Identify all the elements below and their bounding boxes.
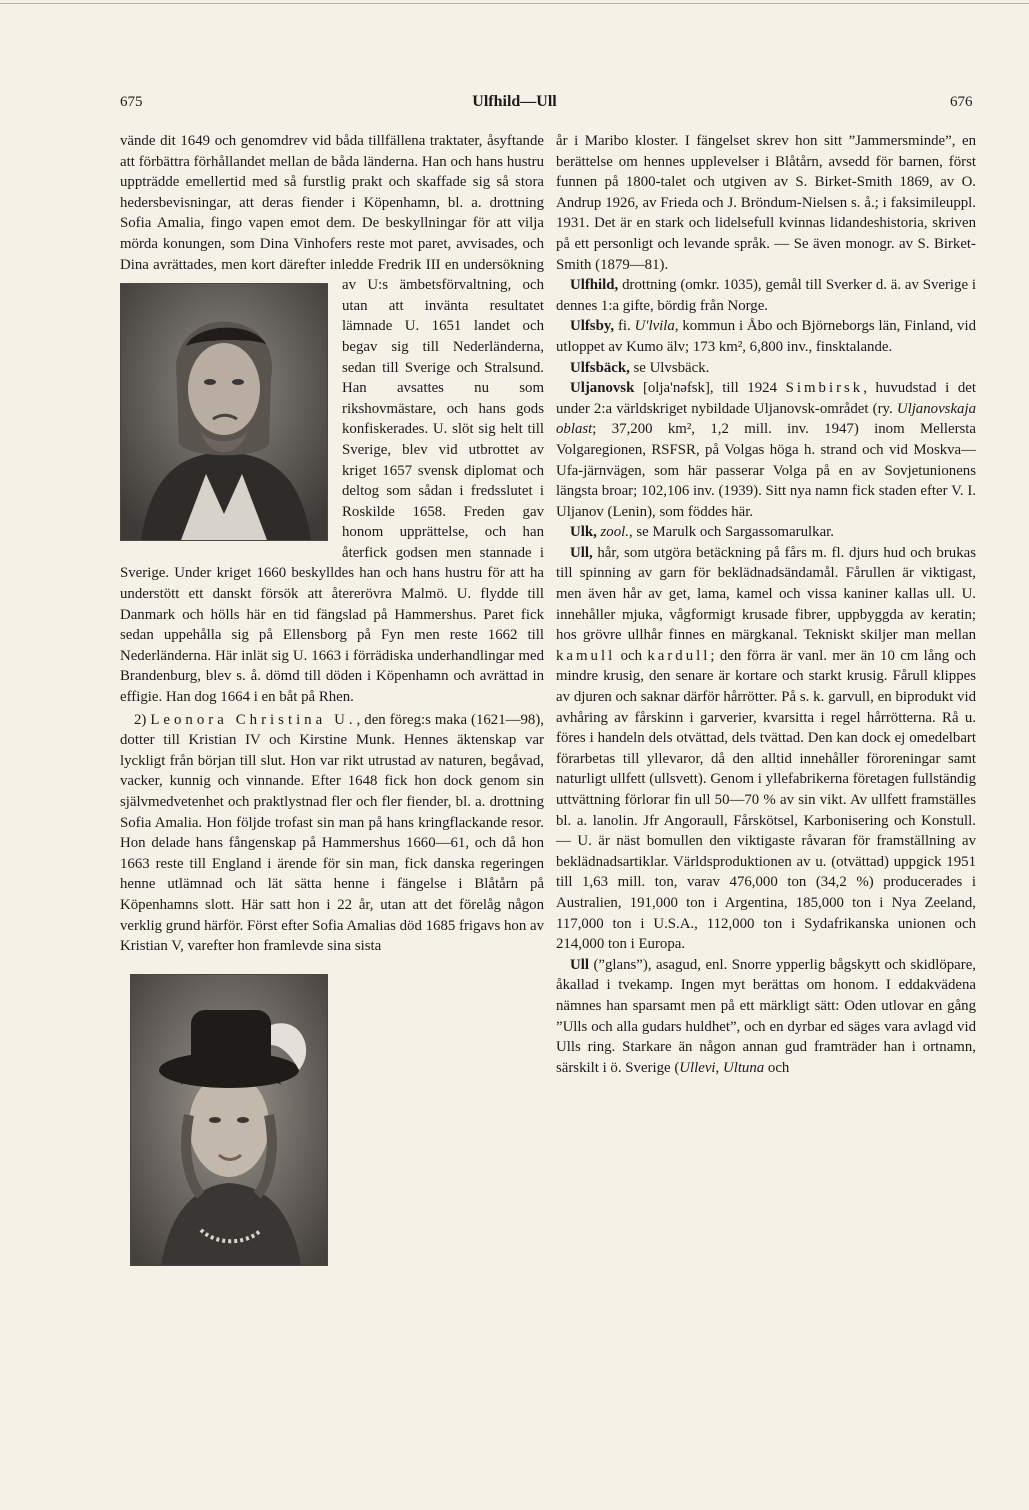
headword: Ulk, [570,524,597,541]
headword: Uljanovsk [570,380,635,397]
headword: Ull [570,956,589,973]
entry-ulfsby: Ulfsby, fi. U'lvila, kommun i Åbo och Björneborgs län, Finland, vid utloppet av Kumo älv; 173 km², 6,800 inv., finsktalande. [556,318,977,355]
headword: Ulfhild, [570,277,619,294]
column-right [556,131,976,1078]
entry-ull-god: Ull (”glans”), asagud, enl. Snorre ypperlig bågskytt och skidlöpare, åkallad i tvekamp. Ingen myt berättas om honom. I eddakvädena nämnes han sparsamt men på ett märkligt sätt: Oden utlovar en gång ”Ulls och alla gudars huldhet”, och en dyrbar ed säges vara avlagd vid Ulls ring. Starkare än någon annan gud framträder han i ortnamn, särskilt i ö. Sverige (Ullevi, Ultuna och [556,956,976,1076]
portrait-woman-image [131,975,327,1265]
headword: Ulfsby, [570,318,615,335]
page-number-left: 675 [120,94,143,110]
paragraph: år i Maribo kloster. I fängelset skrev hon sitt ”Jammersminde”, en berättelse om hennes upplevelser i Blåtårn, avsedd för barnen, först funnen på 1800-talet och utgiven av S. Birket-Smith 1869, av O. Andrup 1926, av Frieda och J. Bröndum-Nielsen s. å.; i faksimileuppl. 1931. Det är en stark och lidelsefull kvinnas lidandeshistoria, skriven på ett personligt och levande språk. — Se även monogr. av S. Birket-Smith (1879—81). [556,133,976,273]
paragraph-leonora: 2) Leonora Christina U., den föreg:s maka (1621—98), dotter till Kristian IV och Kirstine Munk. Hennes äktenskap var lyckligt från början till slut. Hon var rikt utrustad av naturen, begåvad, vacker, kunnig och vinnande. Efter 1648 fick hon dock genom sin självmedvetenhet och praktlystnad fler och fler fiender, bl. a. drottning Sofia Amalia. Hon följde trofast sin man på hans kringflackande resor. Hon delade hans fångenskap på Hammershus 1660—61, och då hon 1663 reste till England i ärende för sin man, fick danska regeringen henne utlämnad och lät sätta henne i fängelse i Blåtårn på Köpenhamns slott. Här satt hon i 22 år, utan att det förelåg någon verklig grund härför. Först efter Sofia Amalias död 1685 frigavs hon av Kristian V, varefter hon framlevde sina sista [120,711,544,955]
entry-uljanovsk: Uljanovsk [olja'nəfsk], till 1924 Simbirsk, huvudstad i det under 2:a världskriget nybildade Uljanovsk-området (ry. Uljanovskaja oblast; 37,200 km², 1,2 mill. inv. 1947) inom Mellersta Volgaregionen, RSFSR, på Volgas höga h. strand och vid Moskva—Ufa-järnvägen, som här passerar Volga på en av Sovjetunionens längsta broar; 102,106 inv. (1939). Sitt nya namn fick staden efter V. I. Uljanov (Lenin), som föddes här. [556,380,976,520]
headword: Ull, [570,544,593,561]
entry-ulfsback: Ulfsbäck, se Ulvsbäck. [570,359,710,376]
headword: Ulfsbäck, [570,359,630,376]
running-head: Ulfhild—Ull [472,93,557,110]
entry-ulfhild: Ulfhild, drottning (omkr. 1035), gemål till Sverker d. ä. av Sverige i dennes 1:a gifte, bördig från Norge. [556,277,976,314]
portrait-leonora-christina [130,974,328,1266]
entry-ulk: Ulk, zool., se Marulk och Sargassomarulkar. [570,524,835,541]
portrait-man-image [121,284,327,540]
column-left [120,131,544,957]
entry-ull: Ull, hår, som utgöra betäckning på fårs m. fl. djurs hud och brukas till spinning av garn för beklädnadsändamål. Fårullen är viktigast, men även hår av get, lama, kamel och vissa kaniner kallas ull. U. innehåller mjuka, vågformigt krusade fibrer, uppbyggda av keratin; hos grövre ullhår finnes en märgkanal. Tekniskt skiljer man mellan kamull och kardull; den förra är vanl. mer än 10 cm lång och mindre krusig, den senare är kortare och starkt krusig. Fårull klippes av djuren och saknar därför hårrötter. På s. k. garvull, en biprodukt vid avhåring av fårskinn i garverier, kvarsitta i regel hårrötterna. Rå u. föres i handeln dels otvättad, dels tvättad. Den kan dock ej omedelbart förarbetas till yllevaror, då den alltid innehåller föroreningar samt naturligt ullfett (ullsvett). Genom i yllefabrikerna företagen fullständig uttvättning förlorar fin ull 50—70 % av sin vikt. Av ullfett framställes bl. a. lanolin. Jfr Angoraull, Fårskötsel, Karbonisering och Konstull. — U. är näst bomullen den viktigaste råvaran för framställning av beklädnadsartiklar. Världsproduktionen av u. (otvättad) uppgick 1951 till 1,63 mill. ton, varav 476,000 ton (34,2 %) producerades i Australien, 191,000 ton i Argentina, 185,000 ton i Nya Zeeland, 117,000 ton i U.S.A., 112,000 ton i Sydafrikanska unionen och 214,000 ton i Europa. [556,544,976,953]
page-number-right: 676 [950,94,973,110]
paragraph: vände dit 1649 och genomdrev vid båda tillfällena traktater, åsyftande att förbättra förhållandet mellan de båda länderna. Han och hans hustru uppträdde emellertid med så furstlig prakt och skaffade sig så stora hedersbevisningar, att deras fiender i Köpenhamn, bl. a. drottning Sofia Amalia, fingo vapen emot dem. De beskyllningar för att vilja mörda konungen, som Dina Vinhofers reste mot paret, avvisades, och Dina avrättades, men kort därefter inledde Fredrik III en undersökning av U:s ämbetsförvaltning, och utan att invänta resultatet lämnade U. 1651 landet och begav sig till Nederländerna, sedan till Sverige och Stralsund. Han avsattes nu som rikshovmästare, och hans gods konfiskerades. U. slöt sig helt till Sverige, blev vid utbrottet av kriget 1657 svensk diplomat och deltog som sådan i fredsslutet i Roskilde 1658. Freden gav honom upprättelse, och han återfick godsen men stannade i Sverige. Under kriget 1660 beskylldes han och hans hustru för att ha understött ett danskt försök att återerövra Malmö. U. flydde till Danmark och hölls här en tid fängslad på Hammershus. Paret fick sedan uppehålla sig på Ellensborg på Fyn men reste 1662 till Nederländerna. Här inlät sig U. 1663 i förrädiska underhandlingar med Brandenburg, blev s. å. dömd till döden i Köpenhamn och avrättad in effigie. Han dog 1664 i en båt på Rhen. [120,133,544,706]
portrait-corfitz-ulfeldt [120,283,328,541]
top-rule [0,3,1029,4]
